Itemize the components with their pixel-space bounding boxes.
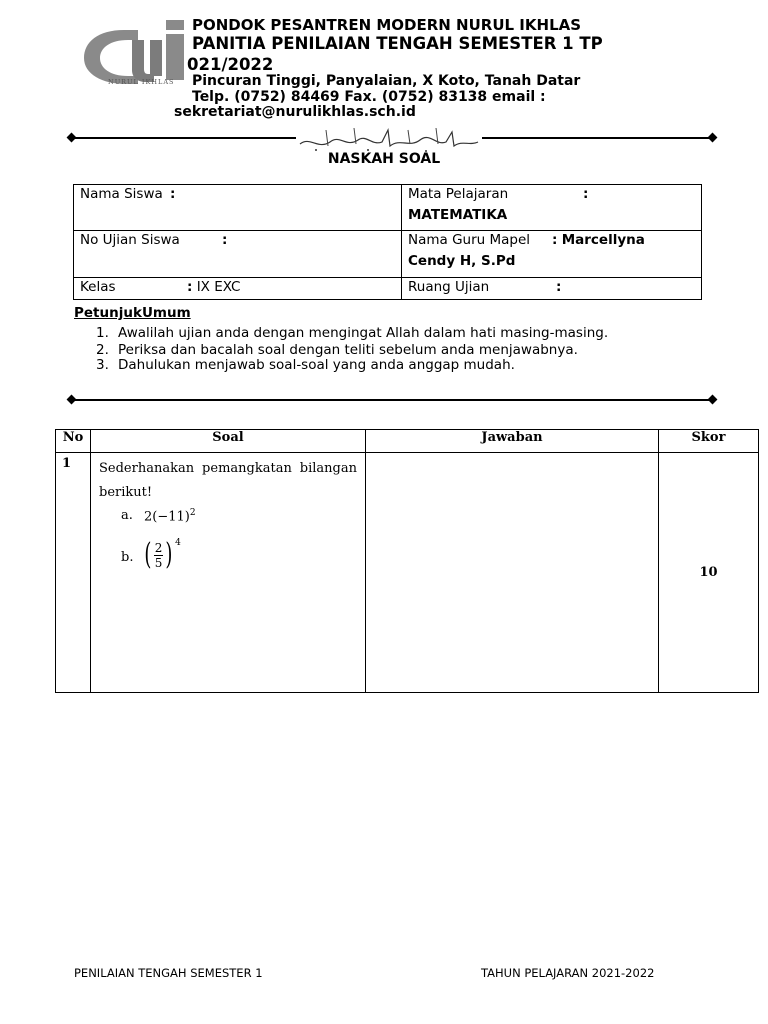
option-a-exponent: 2: [189, 508, 196, 518]
instruction-item: 1. Awalilah ujian anda dengan mengingat Allah dalam hati masing-masing.: [96, 325, 609, 341]
option-b: b. ( $\frac{2}{5}$ ) $^4$: [121, 537, 181, 572]
question-table: [55, 429, 759, 693]
footer-left: PENILAIAN TENGAH SEMESTER 1: [74, 966, 263, 980]
nama-guru-value-cont: Cendy H, S.Pd: [408, 253, 516, 269]
instruction-item: 2. Periksa dan bacalah soal dengan teliti sebelum anda menjawabnya.: [96, 342, 578, 358]
question-text: Sederhanakan pemangkatan bilangan berikut!: [99, 461, 357, 500]
kelas-label: Kelas: [80, 279, 116, 295]
committee-year: 021/2022: [187, 55, 274, 74]
ruang-ujian-label: Ruang Ujian: [408, 279, 490, 295]
school-name: PONDOK PESANTREN MODERN NURUL IKHLAS: [192, 16, 582, 34]
table-row: [56, 453, 759, 693]
school-email: sekretariat@nurulikhlas.sch.id: [174, 104, 416, 120]
answer-cell[interactable]: [366, 453, 659, 693]
nama-guru-label: Nama Guru Mapel: [408, 232, 531, 248]
colon: :: [583, 186, 589, 202]
option-b-exponent: 4: [175, 538, 181, 548]
mata-pelajaran-cell: [402, 185, 702, 231]
kelas-cell: [74, 278, 402, 300]
section-divider: [72, 399, 713, 401]
col-header-jawaban: Jawaban: [366, 430, 659, 453]
ruang-ujian-cell[interactable]: [402, 278, 702, 300]
option-a: a. $2(-11)^2$: [121, 508, 196, 525]
student-info-table: [73, 184, 702, 300]
col-header-soal: Soal: [91, 430, 366, 453]
colon: :: [556, 279, 562, 295]
question-cell: [91, 453, 366, 693]
school-contact: Telp. (0752) 84469 Fax. (0752) 83138 email :: [192, 89, 546, 105]
option-b-fraction: $\frac{2}{5}$: [154, 540, 163, 570]
colon: :: [187, 279, 193, 295]
nama-siswa-cell[interactable]: [74, 185, 402, 231]
logo-text: NURUL IKHLAS: [108, 78, 175, 86]
committee-title: PANITIA PENILAIAN TENGAH SEMESTER 1 TP: [192, 34, 603, 53]
option-a-base: 2: [144, 509, 153, 525]
nama-siswa-label: Nama Siswa: [80, 186, 163, 202]
school-logo: [80, 18, 188, 88]
col-header-no: No: [56, 430, 91, 453]
colon: :: [222, 232, 228, 248]
mata-pelajaran-value: MATEMATIKA: [408, 207, 508, 223]
kelas-value: IX EXC: [196, 279, 241, 295]
instructions-title: PetunjukUmum: [74, 305, 191, 321]
question-number: 1: [56, 453, 91, 693]
score-cell: 10: [659, 453, 759, 693]
nama-guru-value: Marcellyna: [561, 232, 645, 248]
mata-pelajaran-label: Mata Pelajaran: [408, 186, 509, 202]
no-ujian-label: No Ujian Siswa: [80, 232, 180, 248]
divider-end-left: [67, 395, 77, 405]
no-ujian-cell[interactable]: [74, 231, 402, 278]
school-address: Pincuran Tinggi, Panyalaian, X Koto, Tanah Datar: [192, 73, 581, 89]
divider-end-right: [708, 133, 718, 143]
footer-right: TAHUN PELAJARAN 2021-2022: [481, 966, 655, 980]
colon: :: [552, 232, 558, 248]
colon: :: [170, 186, 176, 202]
document-title: NASKAH SOAL: [327, 151, 441, 167]
col-header-skor: Skor: [659, 430, 759, 453]
divider-end-left: [67, 133, 77, 143]
instruction-item: 3. Dahulukan menjawab soal-soal yang anda anggap mudah.: [96, 357, 515, 373]
option-a-inner: (−11): [152, 509, 190, 525]
nama-guru-cell: [402, 231, 702, 278]
divider-end-right: [708, 395, 718, 405]
basmalah-calligraphy: [296, 124, 482, 154]
